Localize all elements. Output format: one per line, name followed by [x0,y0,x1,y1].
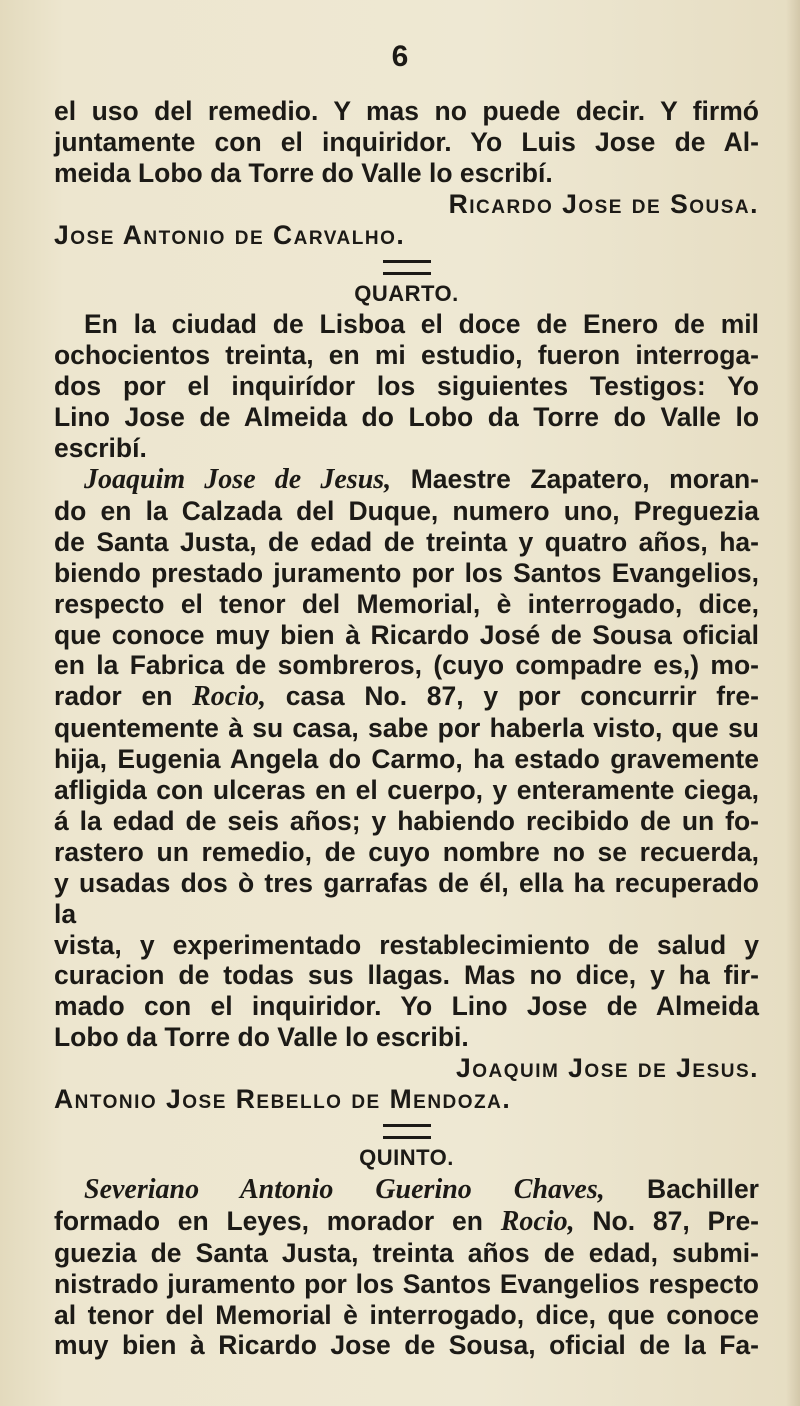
text-line: y usadas dos ò tres garrafas de él, ella ha recuperado la [54,867,759,929]
text-line: dos por el inquirídor los siguientes Testigos: Yo [54,371,759,402]
text-line: guezia de Santa Justa, treinta años de edad, submi- [54,1237,759,1268]
text-line: al tenor del Memorial è interrogado, dice, que conoce [54,1299,759,1330]
text-line: Lino Jose de Almeida do Lobo da Torre do Valle lo [54,402,759,433]
signature-joaquim: Joaquim Jose de Jesus. [455,1053,759,1084]
text-line: juntamente con el inquiridor. Yo Luis Jose de Al- [54,126,759,157]
page-edge-shadow [786,0,800,1406]
text-line: que conoce muy bien à Ricardo José de Sousa oficial [54,619,759,650]
signature-carvalho: Jose Antonio de Carvalho. [54,219,406,250]
text-line: mado con el inquiridor. Yo Lino Jose de Almeida [54,991,759,1022]
paragraph-continuation [54,96,759,189]
signature-ricardo: Ricardo Jose de Sousa. [448,188,759,219]
text-line: respecto el tenor del Memorial, è interrogado, dice, [54,588,759,619]
text-line: nistrado juramento por los Santos Evangelios respecto [54,1268,759,1299]
text-line: meida Lobo da Torre do Valle lo escribí. [54,157,553,188]
text-line: de Santa Justa, de edad de treinta y quatro años, ha- [54,526,759,557]
text-line: rador en Rocio, casa No. 87, y por concurrir fre- [54,681,759,713]
text-line: do en la Calzada del Duque, numero uno, Preguezia [54,495,759,526]
place-name: Rocio, [192,681,266,713]
text-line: biendo prestado juramento por los Santos Evangelios, [54,557,759,588]
paragraph-quarto-intro [54,309,759,464]
text-line: curacion de todas sus llagas. Mas no dice, y ha fir- [54,960,759,991]
text-line: en la Fabrica de sombreros, (cuyo compadre es,) mo- [54,650,759,681]
paragraph-severiano-testimony [54,1174,759,1361]
section-heading-quinto: QUINTO. [359,1145,454,1170]
section-heading-quarto: QUARTO. [354,280,459,306]
text-line: Severiano Antonio Guerino Chaves, Bachiller [84,1173,759,1205]
page-body [54,96,759,1361]
text-line: escribí. [54,433,147,464]
text-line: formado en Leyes, morador en Rocio, No. 87, Pre- [54,1205,760,1237]
text-line: á la edad de seis años; y habiendo recibido de un fo- [54,805,759,836]
section-divider [383,260,431,275]
text-line: vista, y experimentado restablecimiento de salud y [54,929,759,960]
paragraph-joaquim-testimony [54,464,759,1053]
text-line: En la ciudad de Lisboa el doce de Enero de mil [84,309,759,340]
page-number: 6 [391,40,409,73]
text-line: rastero un remedio, de cuyo nombre no se recuerda, [54,836,759,867]
witness-name: Severiano Antonio Guerino Chaves, [84,1173,605,1205]
section-divider [383,1124,431,1139]
text-line: Joaquim Jose de Jesus, Maestre Zapatero, moran- [84,463,759,495]
text-line: muy bien à Ricardo Jose de Sousa, oficial de la Fa- [54,1330,759,1361]
signature-mendoza: Antonio Jose Rebello de Mendoza. [54,1084,512,1115]
text-line: hija, Eugenia Angela do Carmo, ha estado gravemente [54,744,759,775]
text-line: quentemente à su casa, sabe por haberla visto, que su [54,713,759,744]
text-line: afligida con ulceras en el cuerpo, y enteramente ciega, [54,775,759,806]
text-line: el uso del remedio. Y mas no puede decir. Y firmó [54,96,759,126]
text-line: ochocientos treinta, en mi estudio, fueron interroga- [54,340,759,371]
witness-name: Joaquim Jose de Jesus, [84,463,392,495]
place-name: Rocio, [500,1205,575,1237]
text-line: Lobo da Torre do Valle lo escribi. [54,1022,469,1053]
